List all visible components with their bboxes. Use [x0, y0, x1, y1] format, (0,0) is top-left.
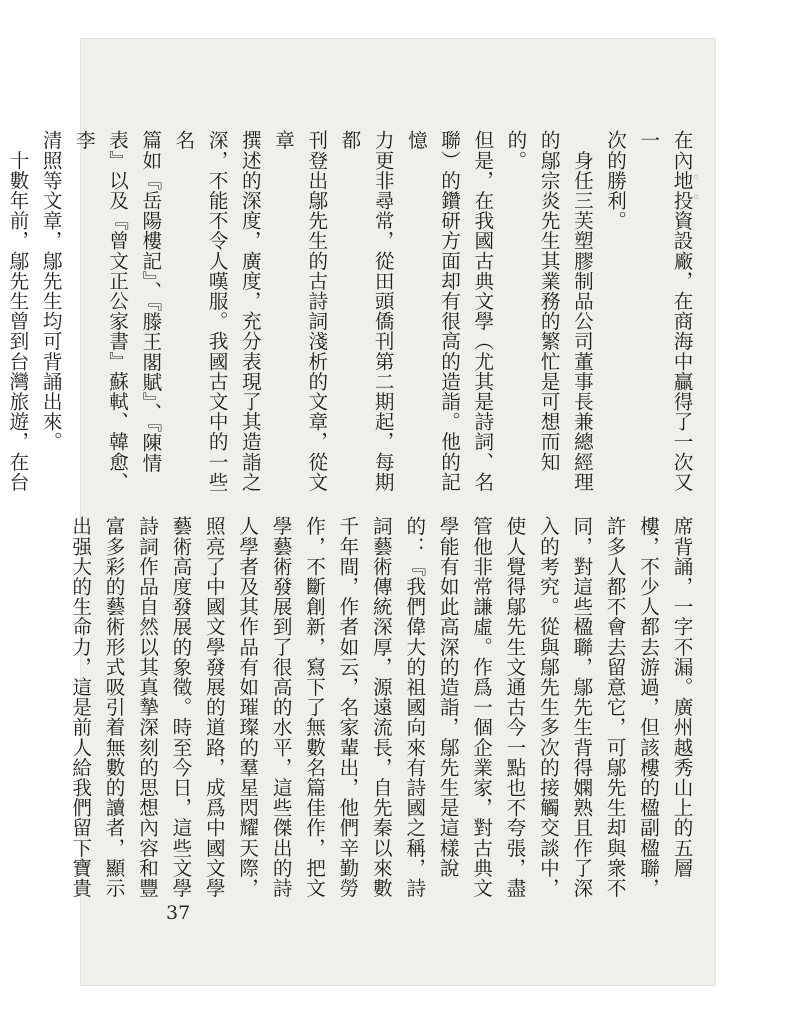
top-text-block	[5, 130, 701, 498]
text-line: 樓，不少人都去游過，但該樓的楹副楹聯，	[636, 516, 660, 898]
text-line: 人學者及其作品有如璀璨的羣星閃耀天際，	[235, 516, 259, 898]
text-line: 清照等文章，鄔先生均可背誦出來。	[39, 130, 63, 452]
text-line: 照亮了中國文學發展的道路，成爲中國文學	[202, 516, 226, 898]
text-line: 作，不斷創新，寫下了無數名篇佳作，把文	[302, 516, 326, 898]
text-line: 深，不能不令人嘆服。我國古文中的一些名	[171, 130, 229, 492]
page-number: 37	[166, 902, 191, 924]
document-page	[5, 38, 716, 986]
text-line: 但是，在我國古典文學（尤其是詩詞、名	[470, 130, 494, 492]
text-line: 詞藝術傳統深厚，源遠流長，自先秦以來數	[369, 516, 393, 898]
text-line: 管他非常謙虛。作爲一個企業家，對古典文	[469, 516, 493, 898]
text-line: 撰述的深度，廣度，充分表現了其造詣之	[238, 130, 262, 492]
text-line: 的鄔宗炎先生其業務的繁忙是可想而知的。	[503, 130, 561, 472]
text-line: 表』以及『曾文正公家書』蘇軾、韓愈、李	[72, 130, 129, 492]
text-line: 藝術高度發展的象徵。時至今日，這些文學	[168, 516, 192, 898]
text-line: 身任三芙塑膠制品公司董事長兼總經理	[570, 130, 594, 492]
text-line: 篇如『岳陽樓記』、『滕王閣賦』、『陳情	[138, 130, 162, 473]
text-line: 刊登出鄔先生的古詩詞淺析的文章，從文章	[271, 130, 328, 492]
text-line: 詩詞作品自然以其真摯深刻的思想內容和豐	[135, 516, 159, 898]
text-line: 聯）的鑽研方面却有很高的造詣。他的記憶	[404, 130, 461, 492]
text-line: 出强大的生命力，這是前人給我們留下寶貴	[68, 516, 92, 898]
text-line: 席背誦，一字不漏。廣州越秀山上的五層	[670, 516, 693, 878]
text-line: 力更非尋常，從田頭僑刊第二期起，每期都	[337, 130, 395, 492]
text-line: 的：『我們偉大的祖國向來有詩國之稱，詩	[402, 516, 426, 898]
bottom-text-block	[68, 516, 698, 908]
text-line: 學藝術發展到了很高的水平，這些傑出的詩	[269, 516, 293, 898]
margin-mark: ◦	[692, 170, 701, 186]
text-line: 次的勝利。	[603, 130, 627, 231]
text-line: 入的考究。從與鄔先生多次的接觸交談中，	[536, 516, 560, 898]
text-line: 學能有如此高深的造詣，鄔先生是這樣說	[436, 516, 460, 878]
text-line: 同，對這些楹聯，鄔先生背得嫻熟且作了深	[569, 516, 593, 898]
text-line: 十數年前，鄔先生曾到台灣旅遊，在台	[5, 130, 29, 492]
text-line	[0, 130, 1, 498]
text-line: 使人覺得鄔先生文通古今一點也不夸張，盡	[502, 516, 526, 898]
margin-mark: ◦	[692, 190, 701, 206]
text-line: 富多彩的藝術形式吸引着無數的讀者，顯示	[102, 516, 126, 898]
text-line: 許多人都不會去留意它，可鄔先生却與衆不	[603, 516, 627, 898]
text-line: 在內地投資設廠，在商海中贏得了一次又一	[636, 130, 693, 492]
text-line: 千年間，作者如云，名家輩出，他們辛勤勞	[335, 516, 359, 898]
